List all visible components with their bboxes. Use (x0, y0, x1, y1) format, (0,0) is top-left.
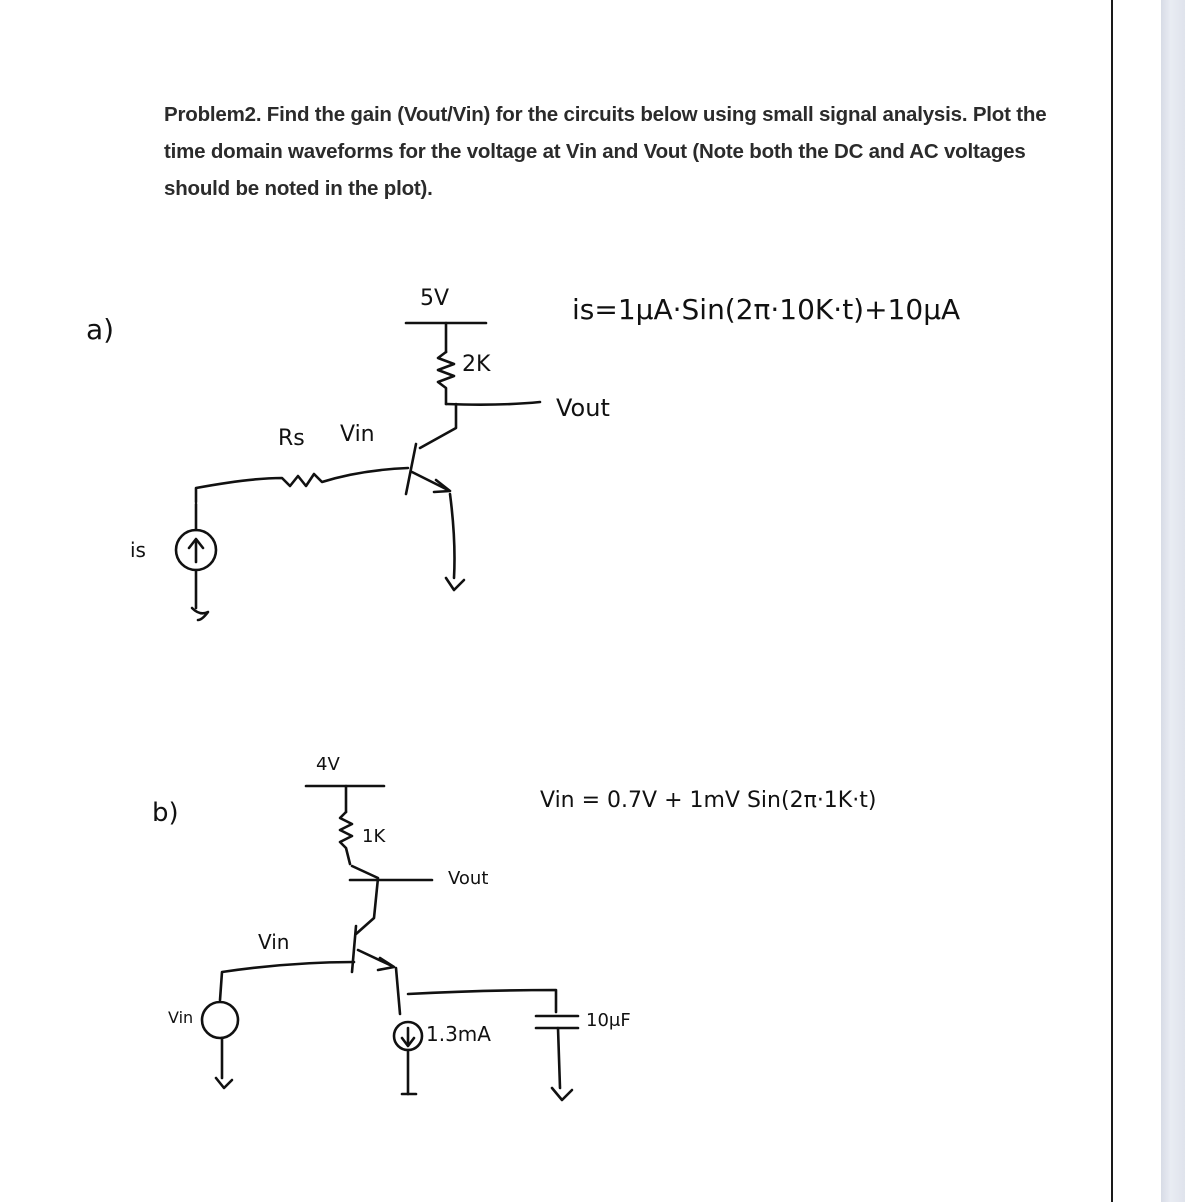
a-collector-lead (420, 404, 456, 448)
a-resistor-label: 2K (462, 352, 491, 377)
b-vout-label: Vout (448, 868, 489, 889)
a-supply-label: 5V (420, 286, 450, 311)
b-transistor-base (352, 926, 356, 972)
b-supply-label: 4V (316, 754, 340, 775)
a-equation: is=1μA·Sin(2π·10K·t)+10μA (572, 293, 961, 326)
b-emitter-wire (396, 968, 400, 1014)
a-ground-emitter (446, 578, 464, 590)
part-b-label: b) (152, 798, 179, 828)
a-vin-label: Vin (340, 422, 375, 447)
a-vout-label: Vout (556, 394, 610, 422)
b-vin-label: Vin (258, 930, 290, 954)
b-cap-wire (408, 990, 556, 1012)
a-source-label: is (130, 538, 146, 562)
a-resistor-2k (438, 352, 454, 404)
a-base-wire-rs (196, 468, 408, 502)
problem-statement: Problem2. Find the gain (Vout/Vin) for the circuits below using small signal analysis. Plot the time domain waveforms for the voltage at Vin and Vout (Note both the DC and AC voltages should be noted in the plot). (164, 103, 1047, 200)
a-ground-source (192, 608, 208, 620)
a-emitter-arrow (434, 480, 450, 492)
b-cap-bottom-wire (558, 1028, 560, 1088)
b-source-label: Vin (168, 1008, 194, 1027)
part-a-label: a) (86, 313, 115, 346)
a-rs-label: Rs (278, 426, 305, 451)
b-resistor-label: 1K (362, 826, 386, 847)
a-vout-wire (446, 402, 540, 405)
b-current-source-label: 1.3mA (426, 1022, 491, 1046)
b-ground-vin (216, 1078, 232, 1088)
b-resistor-1k (340, 812, 352, 864)
b-capacitor-label: 10μF (586, 1010, 631, 1031)
b-equation: Vin = 0.7V + 1mV Sin(2π·1K·t) (540, 788, 877, 813)
a-emitter-lead (412, 472, 448, 490)
b-collector-lead (352, 866, 378, 934)
b-base-wire (220, 962, 354, 1000)
b-ground-cap (552, 1088, 572, 1100)
b-voltage-source (202, 1002, 238, 1038)
a-emitter-wire (450, 494, 455, 578)
